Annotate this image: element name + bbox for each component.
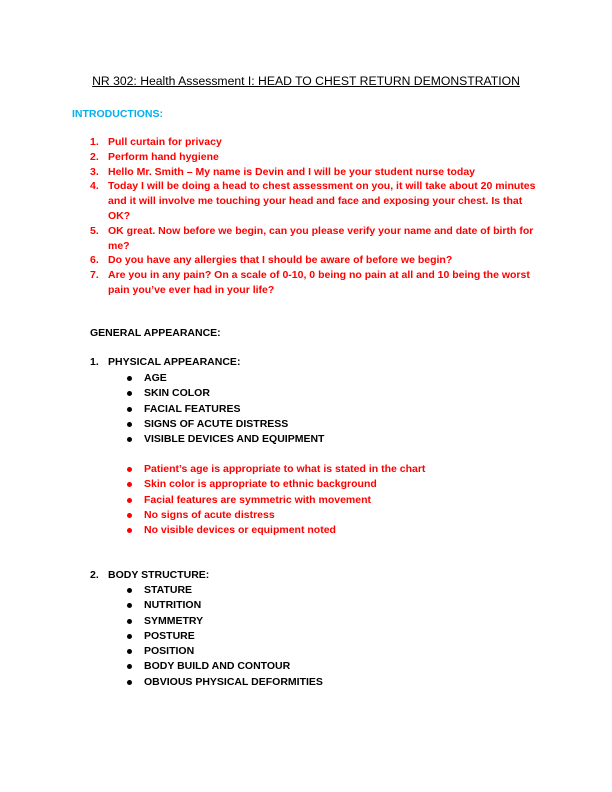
bullet-icon bbox=[127, 588, 132, 593]
list-item bbox=[90, 253, 540, 268]
bullet-icon bbox=[127, 437, 132, 442]
section-number: 2. bbox=[90, 569, 99, 581]
section-number: 1. bbox=[90, 356, 99, 368]
finding-text: Skin color is appropriate to ethnic background bbox=[144, 478, 377, 491]
list-item bbox=[90, 165, 540, 180]
list-item bbox=[126, 402, 546, 417]
list-item bbox=[126, 462, 546, 477]
list-item bbox=[126, 629, 546, 644]
item-text: Pull curtain for privacy bbox=[108, 136, 222, 148]
physical-appearance-criteria bbox=[126, 371, 546, 447]
list-item bbox=[126, 598, 546, 613]
list-item bbox=[126, 432, 546, 447]
item-number: 7. bbox=[90, 269, 99, 282]
item-text: Today I will be doing a head to chest assessment on you, it will take about 20 minutes and it will involve me touching your head and face and exposing your chest. Is that OK? bbox=[108, 180, 536, 222]
criterion-text: OBVIOUS PHYSICAL DEFORMITIES bbox=[144, 675, 323, 688]
list-item bbox=[126, 659, 546, 674]
list-item bbox=[126, 371, 546, 386]
criterion-text: STATURE bbox=[144, 584, 193, 596]
list-item bbox=[126, 508, 546, 523]
list-item bbox=[126, 644, 546, 659]
criterion-text: NUTRITION bbox=[144, 599, 202, 612]
body-structure-criteria bbox=[126, 583, 546, 690]
criterion-text: VISIBLE DEVICES AND EQUIPMENT bbox=[144, 433, 325, 446]
bullet-icon bbox=[127, 664, 132, 669]
page-title: NR 302: Health Assessment I: HEAD TO CHEST RETURN DEMONSTRATION bbox=[92, 74, 520, 88]
general-appearance-heading: GENERAL APPEARANCE: bbox=[90, 327, 221, 339]
bullet-icon bbox=[127, 407, 132, 412]
list-item bbox=[126, 417, 546, 432]
criterion-text: AGE bbox=[144, 372, 167, 384]
list-item bbox=[126, 523, 546, 538]
criterion-text: SIGNS OF ACUTE DISTRESS bbox=[144, 417, 289, 430]
bullet-icon bbox=[127, 619, 132, 624]
item-text: Do you have any allergies that I should be aware of before we begin? bbox=[108, 254, 453, 267]
list-item bbox=[126, 477, 546, 492]
criterion-text: POSITION bbox=[144, 645, 195, 658]
bullet-icon bbox=[127, 680, 132, 685]
list-item bbox=[126, 614, 546, 629]
item-number: 5. bbox=[90, 224, 99, 237]
criterion-text: FACIAL FEATURES bbox=[144, 402, 241, 415]
body-structure-heading bbox=[90, 569, 209, 581]
bullet-icon bbox=[127, 422, 132, 427]
finding-text: Patient’s age is appropriate to what is stated in the chart bbox=[144, 463, 426, 475]
finding-text: Facial features are symmetric with movement bbox=[144, 493, 372, 506]
item-number: 2. bbox=[90, 150, 99, 163]
bullet-icon bbox=[127, 467, 132, 472]
introductions-list bbox=[90, 135, 540, 298]
bullet-icon bbox=[127, 634, 132, 639]
list-item bbox=[126, 675, 546, 690]
item-text: Perform hand hygiene bbox=[108, 150, 219, 163]
item-text: Hello Mr. Smith – My name is Devin and I will be your student nurse today bbox=[108, 165, 475, 178]
bullet-icon bbox=[127, 528, 132, 533]
introductions-heading: INTRODUCTIONS: bbox=[72, 108, 163, 120]
item-text: OK great. Now before we begin, can you please verify your name and date of birth for me? bbox=[108, 224, 534, 252]
bullet-icon bbox=[127, 376, 132, 381]
item-number: 6. bbox=[90, 254, 99, 267]
list-item bbox=[126, 386, 546, 401]
list-item bbox=[90, 224, 540, 254]
list-item bbox=[90, 150, 540, 165]
section-label: BODY STRUCTURE: bbox=[108, 569, 210, 581]
item-number: 1. bbox=[90, 136, 99, 148]
bullet-icon bbox=[127, 649, 132, 654]
criterion-text: SKIN COLOR bbox=[144, 387, 210, 400]
bullet-icon bbox=[127, 482, 132, 487]
physical-appearance-findings bbox=[126, 462, 546, 538]
list-item bbox=[126, 583, 546, 598]
physical-appearance-heading bbox=[90, 356, 240, 368]
bullet-icon bbox=[127, 603, 132, 608]
bullet-icon bbox=[127, 498, 132, 503]
item-number: 4. bbox=[90, 180, 99, 193]
bullet-icon bbox=[127, 391, 132, 396]
section-label: PHYSICAL APPEARANCE: bbox=[108, 356, 241, 368]
list-item bbox=[90, 179, 540, 223]
list-item bbox=[90, 268, 540, 298]
list-item bbox=[90, 135, 540, 150]
finding-text: No signs of acute distress bbox=[144, 508, 275, 521]
finding-text: No visible devices or equipment noted bbox=[144, 524, 336, 537]
criterion-text: SYMMETRY bbox=[144, 614, 204, 627]
item-number: 3. bbox=[90, 165, 99, 178]
list-item bbox=[126, 493, 546, 508]
criterion-text: BODY BUILD AND CONTOUR bbox=[144, 660, 291, 673]
bullet-icon bbox=[127, 513, 132, 518]
item-text: Are you in any pain? On a scale of 0-10, 0 being no pain at all and 10 being the worst pain you’ve ever had in your life? bbox=[108, 269, 530, 296]
criterion-text: POSTURE bbox=[144, 629, 195, 642]
